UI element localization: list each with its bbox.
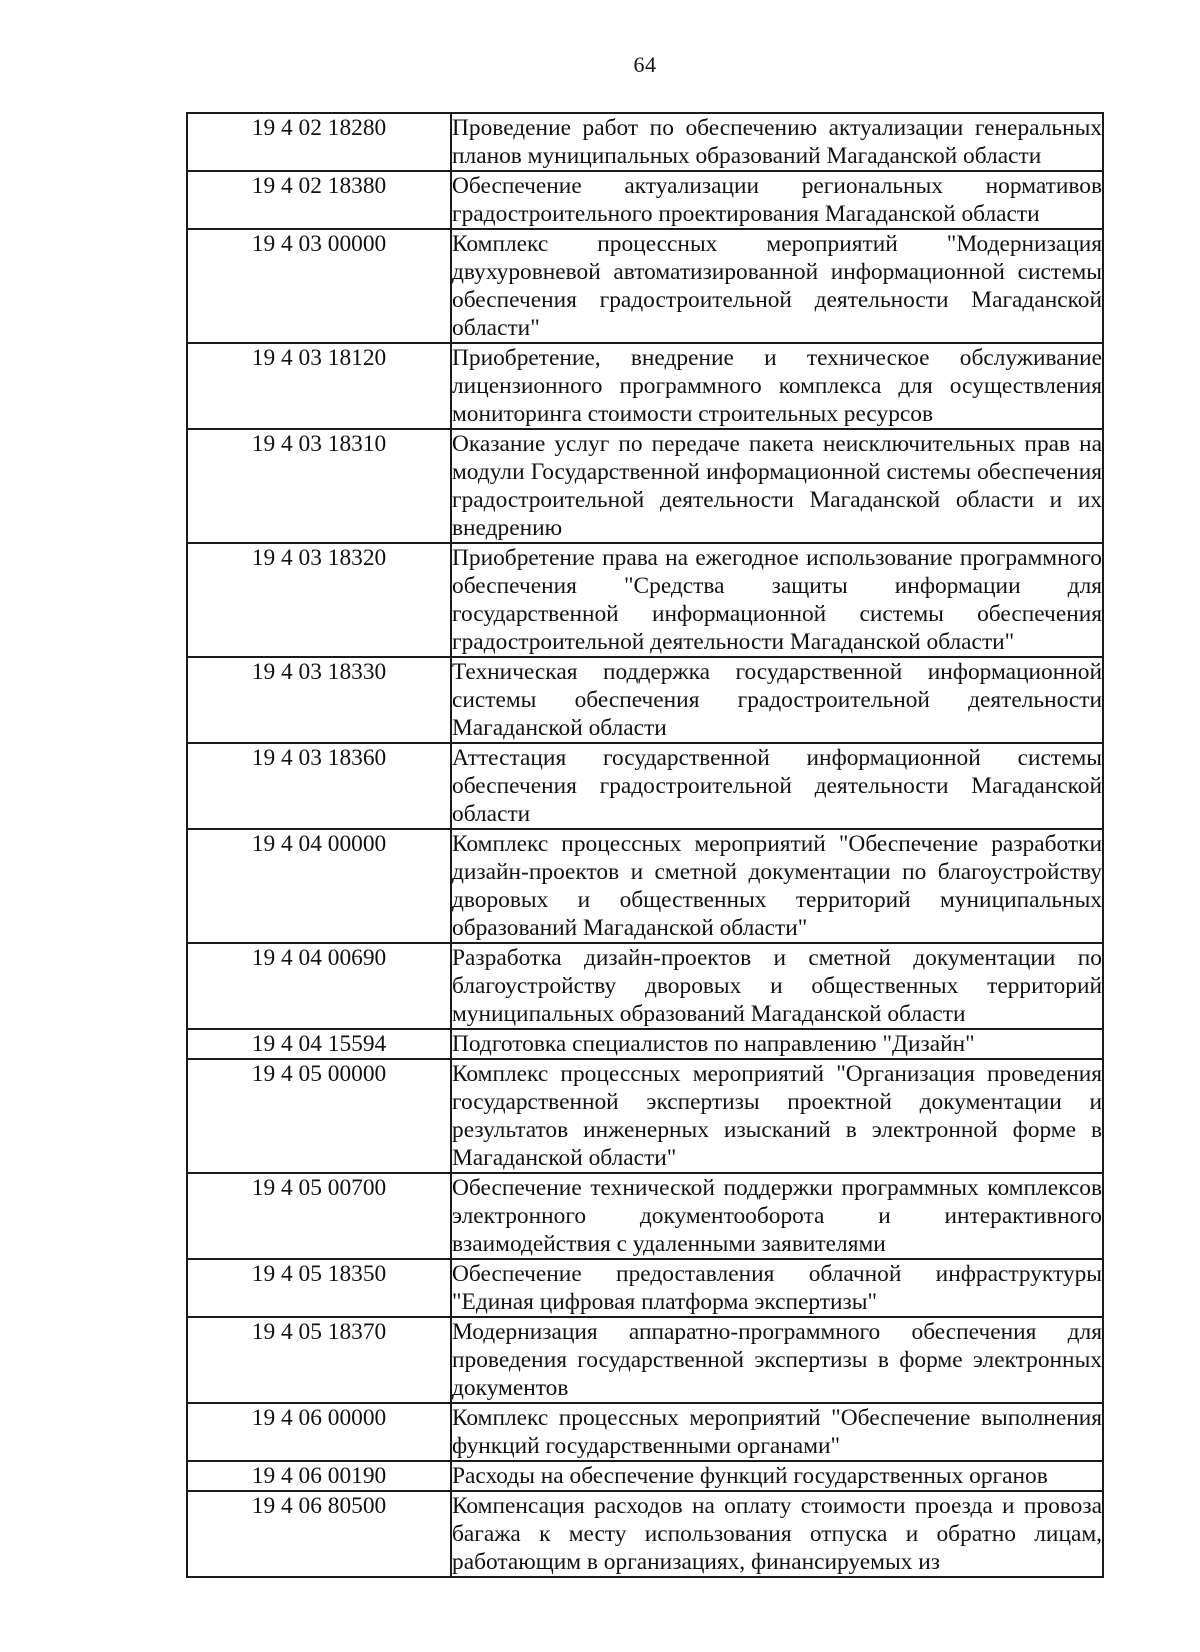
table-row [187, 1317, 1103, 1403]
description-text: Проведение работ по обеспечению актуализации генеральных планов муниципальных образований Магаданской области [452, 115, 1102, 169]
description-cell [451, 743, 1103, 829]
code-cell: 19 4 03 18320 [187, 543, 451, 657]
code-cell: 19 4 05 00000 [187, 1059, 451, 1173]
code-cell: 19 4 04 15594 [187, 1029, 451, 1059]
description-text: Комплекс процессных мероприятий "Обеспечение выполнения функций государственными органами" [452, 1405, 1102, 1459]
code-cell: 19 4 03 18310 [187, 429, 451, 543]
table-row [187, 113, 1103, 171]
table-row [187, 1491, 1103, 1577]
description-cell [451, 171, 1103, 229]
description-text: Обеспечение предоставления облачной инфраструктуры "Единая цифровая платформа экспертизы" [452, 1261, 1102, 1315]
table-row [187, 1173, 1103, 1259]
description-text: Разработка дизайн-проектов и сметной документации по благоустройству дворовых и общественных территорий муниципальных образований Магаданской области [452, 945, 1102, 1027]
code-cell: 19 4 04 00690 [187, 943, 451, 1029]
table-row [187, 1403, 1103, 1461]
description-text: Приобретение, внедрение и техническое обслуживание лицензионного программного комплекса для осуществления мониторинга стоимости строительных ресурсов [452, 345, 1102, 427]
description-cell [451, 1059, 1103, 1173]
description-text: Комплекс процессных мероприятий "Обеспечение разработки дизайн-проектов и сметной документации по благоустройству дворовых и общественных территорий муниципальных образований Магаданской области" [452, 831, 1102, 941]
description-cell [451, 543, 1103, 657]
table-row [187, 943, 1103, 1029]
code-cell: 19 4 02 18280 [187, 113, 451, 171]
description-text: Оказание услуг по передаче пакета неисключительных прав на модули Государственной информационной системы обеспечения градостроительной деятельности Магаданской области и их внедрению [452, 431, 1102, 541]
code-cell: 19 4 06 00000 [187, 1403, 451, 1461]
code-cell: 19 4 03 18120 [187, 343, 451, 429]
description-cell [451, 1317, 1103, 1403]
code-cell: 19 4 03 18330 [187, 657, 451, 743]
description-text: Аттестация государственной информационной системы обеспечения градостроительной деятельности Магаданской области [452, 745, 1102, 827]
description-text: Комплекс процессных мероприятий "Организация проведения государственной экспертизы проектной документации и результатов инженерных изысканий в электронной форме в Магаданской области" [452, 1061, 1102, 1171]
table-row [187, 657, 1103, 743]
code-cell: 19 4 06 80500 [187, 1491, 451, 1577]
description-text: Подготовка специалистов по направлению "Дизайн" [452, 1031, 975, 1057]
description-cell [451, 1173, 1103, 1259]
description-cell [451, 1029, 1103, 1059]
description-cell [451, 1259, 1103, 1317]
description-text: Комплекс процессных мероприятий "Модернизация двухуровневой автоматизированной информационной системы обеспечения градостроительной деятельности Магаданской области" [452, 231, 1102, 341]
code-cell: 19 4 03 00000 [187, 229, 451, 343]
table-row [187, 1461, 1103, 1491]
page-number: 64 [633, 52, 657, 77]
table-row [187, 543, 1103, 657]
table-row [187, 229, 1103, 343]
table-row [187, 1059, 1103, 1173]
description-text: Обеспечение технической поддержки программных комплексов электронного документооборота и интерактивного взаимодействия с удаленными заявителями [452, 1175, 1102, 1257]
table-row [187, 743, 1103, 829]
code-cell: 19 4 05 00700 [187, 1173, 451, 1259]
description-cell [451, 829, 1103, 943]
code-cell: 19 4 05 18370 [187, 1317, 451, 1403]
description-cell [451, 657, 1103, 743]
description-text: Обеспечение актуализации региональных нормативов градостроительного проектирования Магаданской области [452, 173, 1102, 227]
table-row [187, 1259, 1103, 1317]
description-text: Техническая поддержка государственной информационной системы обеспечения градостроительной деятельности Магаданской области [452, 659, 1102, 741]
table-row [187, 429, 1103, 543]
code-cell: 19 4 04 00000 [187, 829, 451, 943]
description-cell [451, 343, 1103, 429]
code-cell: 19 4 02 18380 [187, 171, 451, 229]
description-cell [451, 429, 1103, 543]
description-text: Компенсация расходов на оплату стоимости проезда и провоза багажа к месту использования отпуска и обратно лицам, работающим в организациях, финансируемых из [452, 1493, 1102, 1575]
budget-classification-table [186, 112, 1104, 1578]
table-row [187, 1029, 1103, 1059]
description-text: Расходы на обеспечение функций государственных органов [452, 1463, 1048, 1489]
table-row [187, 829, 1103, 943]
description-cell [451, 1403, 1103, 1461]
description-cell [451, 943, 1103, 1029]
description-text: Модернизация аппаратно-программного обеспечения для проведения государственной экспертизы в форме электронных документов [452, 1319, 1102, 1401]
code-cell: 19 4 03 18360 [187, 743, 451, 829]
table-row [187, 171, 1103, 229]
code-cell: 19 4 05 18350 [187, 1259, 451, 1317]
code-cell: 19 4 06 00190 [187, 1461, 451, 1491]
description-cell [451, 229, 1103, 343]
description-cell [451, 113, 1103, 171]
description-cell [451, 1491, 1103, 1577]
table-row [187, 343, 1103, 429]
description-cell [451, 1461, 1103, 1491]
description-text: Приобретение права на ежегодное использование программного обеспечения "Средства защиты информации для государственной информационной системы обеспечения градостроительной деятельности Магаданской области" [452, 545, 1102, 655]
